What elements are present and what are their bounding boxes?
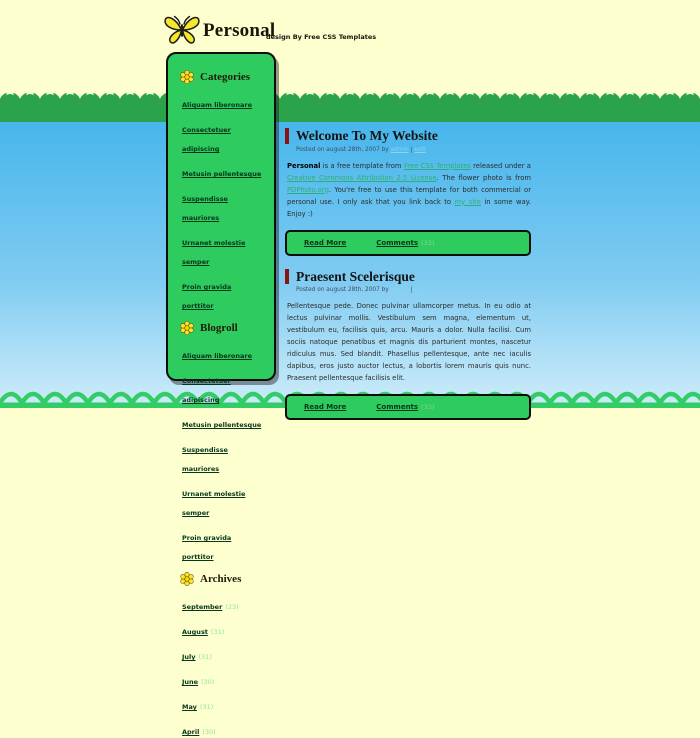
read-more-link[interactable]: Read More — [304, 238, 347, 247]
archive-link[interactable]: July — [182, 653, 196, 661]
section-title: Blogroll — [200, 322, 238, 334]
section-heading — [180, 321, 264, 335]
post-actions-bar — [285, 394, 531, 420]
inline-link[interactable]: Creative Commons Attribution 2.5 License — [287, 173, 437, 182]
sidebar-link[interactable]: Proin gravida porttitor — [182, 534, 232, 561]
byline-separator: | — [410, 287, 413, 294]
inline-link[interactable]: my site — [454, 197, 481, 206]
body-text: . You're free to use this template for both commercial or personal use. I only ask that you link back to — [287, 185, 531, 206]
archive-count: (30) — [202, 728, 216, 736]
list-item — [182, 594, 264, 613]
list-item — [182, 368, 264, 406]
list-item — [182, 117, 264, 155]
sidebar-link[interactable]: Metusin pellentesque — [182, 421, 262, 429]
site-tagline: design By Free CSS Templates — [266, 33, 377, 41]
list-item — [182, 186, 264, 224]
comments-wrap — [376, 239, 434, 247]
archive-link[interactable]: May — [182, 703, 197, 711]
comments-count: (33) — [421, 403, 435, 412]
list-item — [182, 412, 264, 431]
list-item — [182, 437, 264, 475]
sidebar-link[interactable]: Proin gravida porttitor — [182, 283, 232, 310]
body-text: is a free template from — [320, 161, 404, 170]
bold-text: Personal — [287, 161, 321, 170]
section-title: Archives — [200, 573, 242, 585]
list-item — [182, 343, 264, 362]
list-item — [182, 669, 264, 688]
inline-link[interactable]: Free CSS Templates — [403, 161, 471, 170]
comments-count: (33) — [421, 238, 435, 247]
list-item — [182, 644, 264, 663]
list-item — [182, 230, 264, 268]
list-item — [182, 694, 264, 713]
list-item — [182, 481, 264, 519]
sidebar-link[interactable]: Consectetuer adipiscing — [182, 126, 231, 153]
comments-link[interactable]: Comments — [376, 403, 419, 412]
sidebar-link[interactable]: Urnanet molestie semper — [182, 239, 246, 266]
sidebar-link[interactable]: Metusin pellentesque — [182, 170, 262, 178]
list-item — [182, 619, 264, 638]
archive-link[interactable]: June — [182, 678, 199, 686]
post-byline — [296, 287, 531, 293]
post — [285, 269, 531, 421]
post-byline — [296, 147, 531, 153]
main-content — [285, 128, 531, 433]
sidebar-section-blogroll — [180, 321, 264, 563]
archive-link[interactable]: August — [182, 628, 208, 636]
inline-link[interactable]: PDPhoto.org — [287, 185, 329, 194]
body-text: released under a — [470, 161, 531, 170]
archive-count: (30) — [201, 678, 215, 686]
section-heading — [180, 70, 264, 84]
comments-link[interactable]: Comments — [376, 238, 419, 247]
sidebar-link[interactable]: Aliquam liberonare — [182, 101, 253, 109]
body-text: Pellentesque pede. Donec pulvinar ullamcorper metus. In eu odio at lectus pulvinar mollis. Vestibulum sem magna, elementum ut, vestibulum eu, facilisis quis, arcu. Mauris a dolor. Nulla facilisi. Cum sociis natoque penatibus et magnis dis parturient montes, nascetur ridiculus mus. Sed blandit. Phasellus pellentesque, ante nec iaculis dapibus, eros justo auctor lectus, a lobortis lorem mauris quis nunc. Praesent pellentesque facilisis elit. — [287, 302, 531, 383]
list-item — [182, 525, 264, 563]
archive-link[interactable]: April — [182, 728, 200, 736]
body-text: in some way. Enjoy :) — [287, 197, 531, 218]
flower-icon — [180, 70, 194, 84]
post — [285, 128, 531, 256]
sidebar-link[interactable]: Suspendisse mauriores — [182, 195, 228, 222]
flower-icon — [180, 321, 194, 335]
list-item — [182, 719, 264, 738]
post-title: Welcome To My Website — [285, 128, 531, 144]
post-body — [287, 160, 531, 220]
list-item — [182, 92, 264, 111]
sidebar-section-archives — [180, 572, 264, 738]
post-body — [287, 300, 531, 384]
butterfly-icon — [162, 11, 202, 48]
byline-text: Posted on august 28th, 2007 by — [296, 146, 389, 153]
edit-link[interactable]: edit — [414, 287, 426, 294]
byline-text: Posted on august 28th, 2007 by — [296, 287, 389, 294]
body-text: . The flower photo is from — [436, 173, 531, 182]
sidebar-link[interactable]: Suspendisse mauriores — [182, 446, 228, 473]
post-actions-bar — [285, 230, 531, 256]
site-title: Personal — [203, 20, 276, 41]
list-item — [182, 274, 264, 312]
byline-separator: | — [410, 146, 413, 153]
comments-wrap — [376, 403, 434, 411]
archive-link[interactable]: September — [182, 603, 223, 611]
read-more-link[interactable]: Read More — [304, 403, 347, 412]
post-title: Praesent Scelerisque — [285, 269, 531, 285]
list-item — [182, 161, 264, 180]
section-title: Categories — [200, 71, 251, 83]
archive-count: (31) — [198, 653, 212, 661]
flower-icon — [180, 572, 194, 586]
sidebar-panel — [166, 52, 276, 736]
sidebar-link[interactable]: Aliquam liberonare — [182, 352, 253, 360]
sidebar-link[interactable]: Urnanet molestie semper — [182, 490, 246, 517]
section-heading — [180, 572, 264, 586]
author-link[interactable]: admin — [390, 146, 409, 153]
top-scallop-border — [0, 87, 700, 122]
archive-count: (23) — [225, 603, 239, 611]
edit-link[interactable]: edit — [414, 146, 426, 153]
archive-count: (31) — [199, 703, 214, 711]
sidebar-link[interactable]: Consectetuer adipiscing — [182, 377, 231, 404]
archive-count: (31) — [210, 628, 225, 636]
author-link[interactable]: admin — [390, 287, 409, 294]
sidebar-section-categories — [180, 70, 264, 312]
